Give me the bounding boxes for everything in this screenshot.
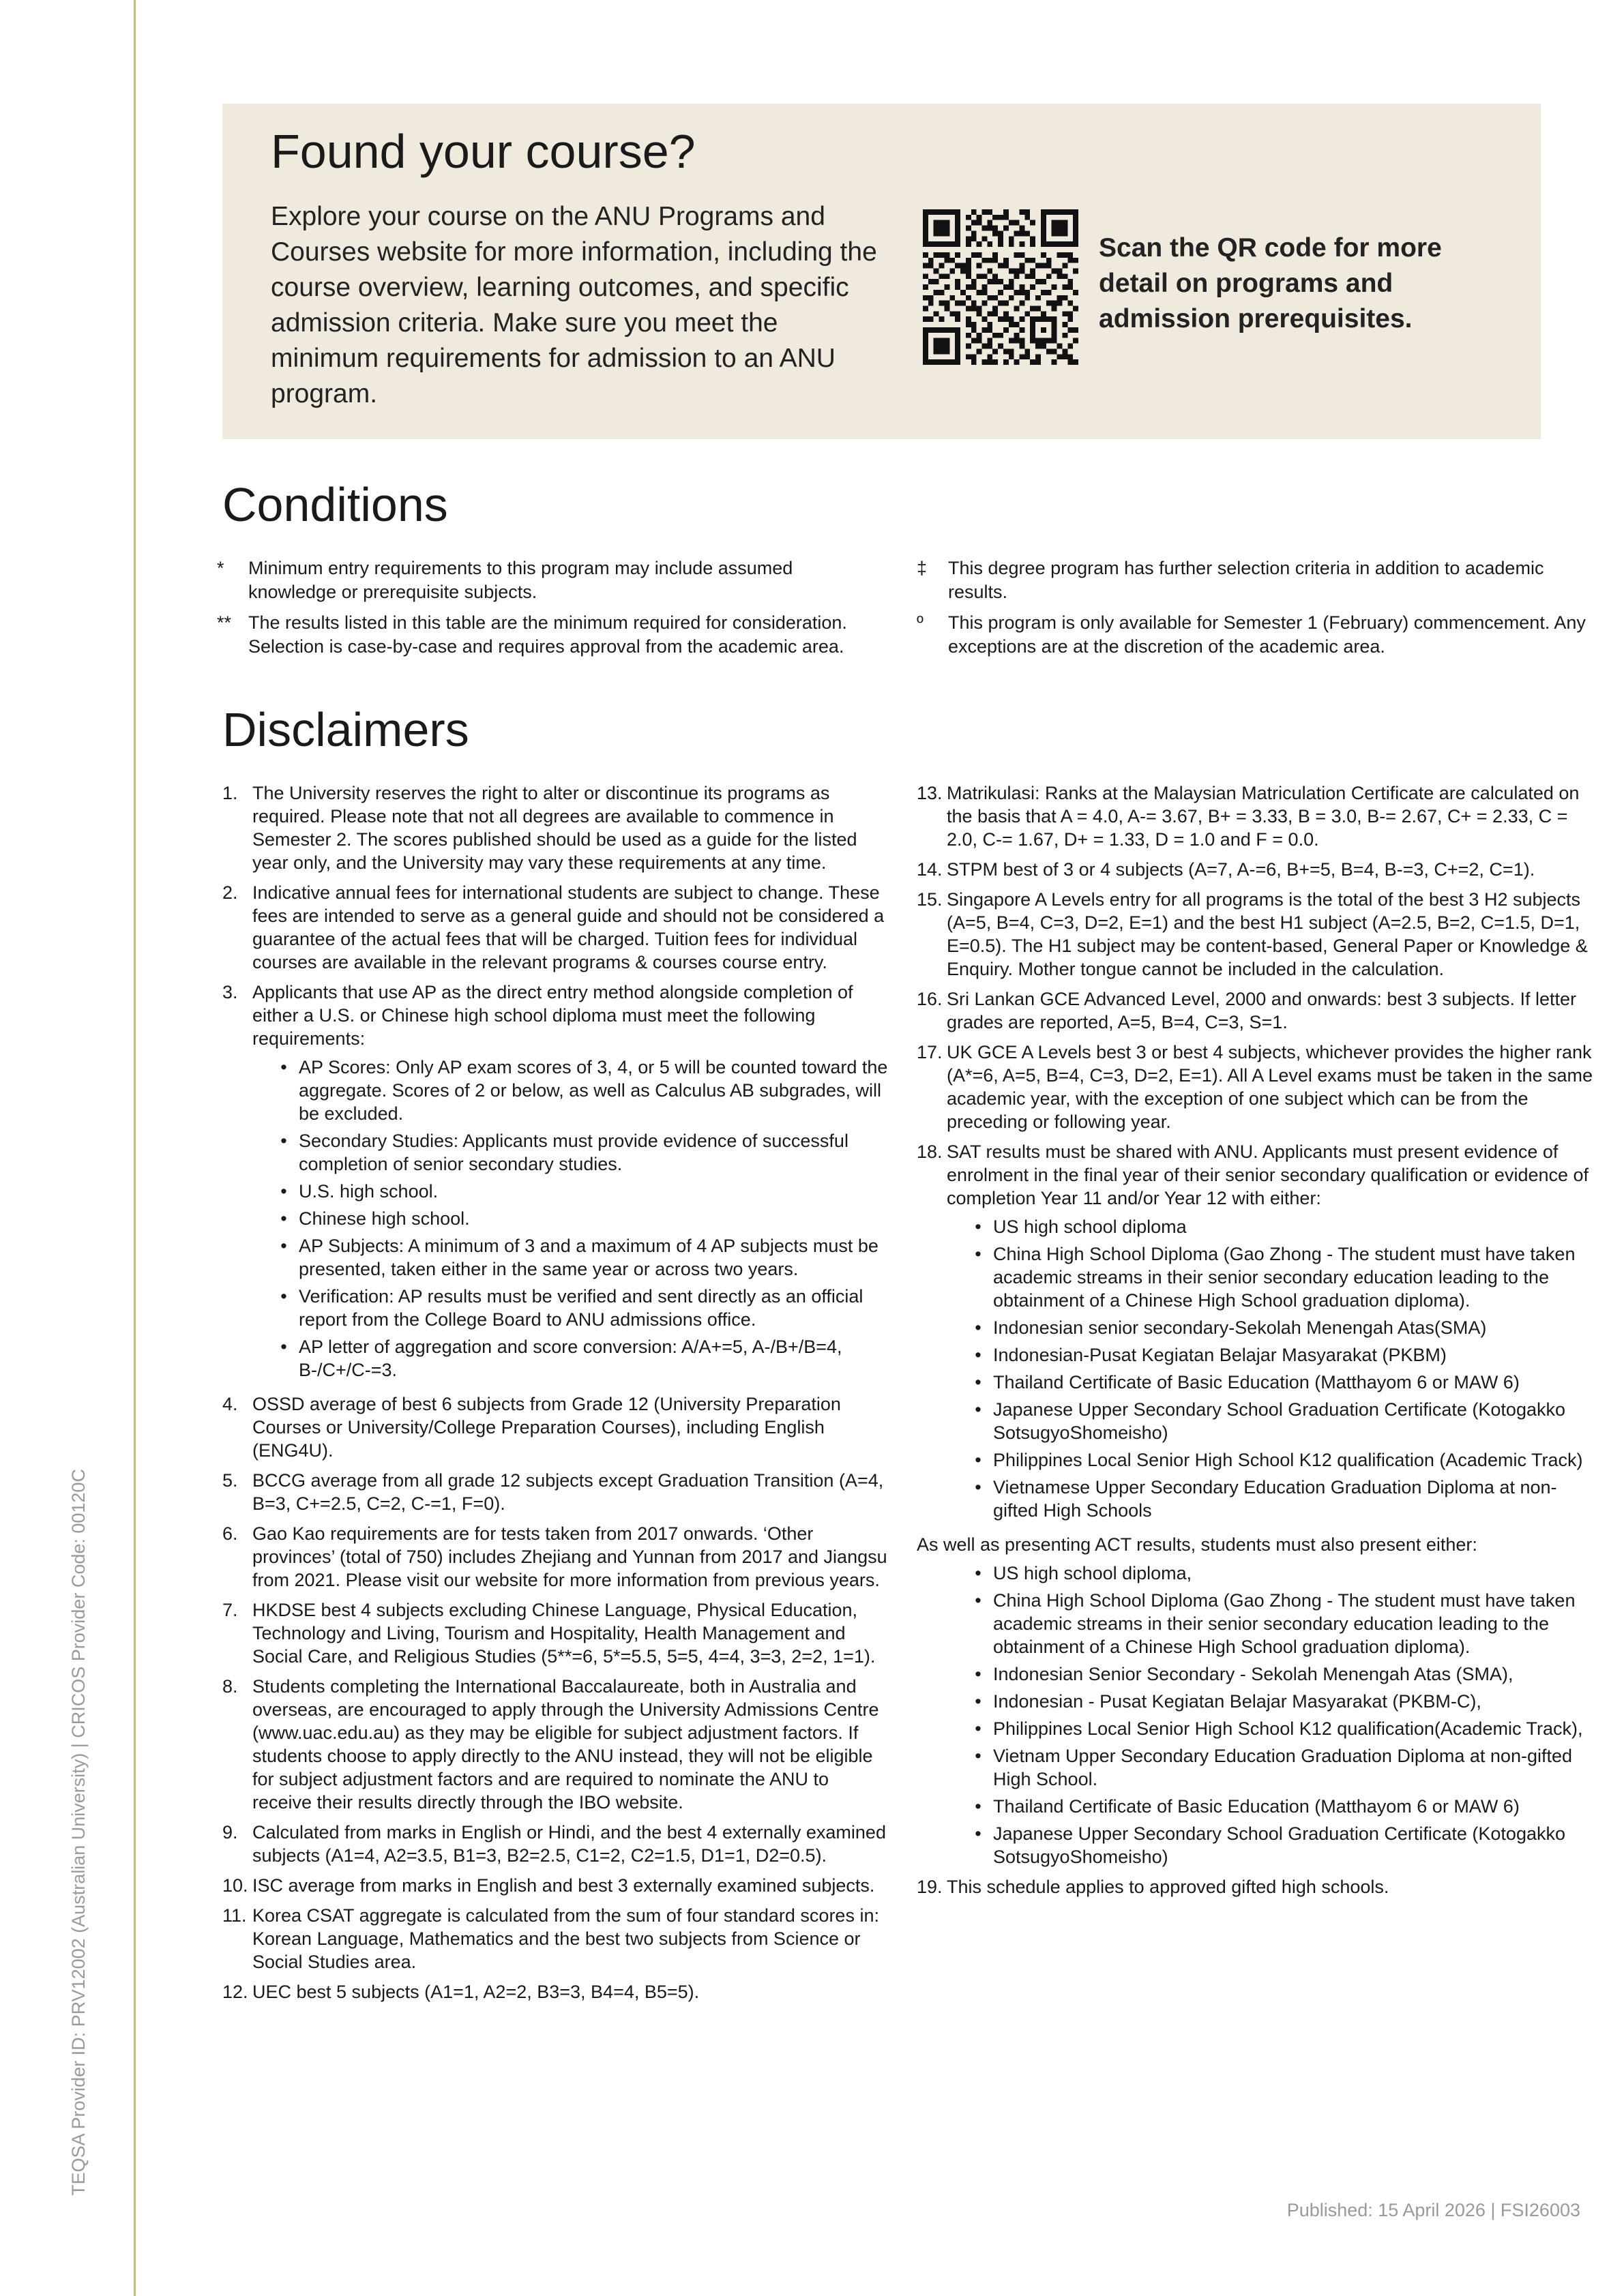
list-item: • Chinese high school.: [280, 1208, 470, 1229]
list-item: • Indonesian Senior Secondary - Sekolah Menengah Atas (SMA),: [975, 1664, 1514, 1684]
qr-code-icon[interactable]: [923, 209, 1078, 365]
ap-requirements-list: [269, 1056, 891, 1382]
condition-mark: **: [217, 612, 232, 633]
disclaimer-number: 3.: [222, 982, 238, 1002]
condition-note: [217, 611, 879, 659]
disclaimer-number: 16.: [917, 989, 943, 1009]
disclaimer-number: 5.: [222, 1470, 238, 1491]
list-item: • Indonesian - Pusat Kegiatan Belajar Masyarakat (PKBM-C),: [975, 1691, 1481, 1712]
condition-mark: *: [217, 558, 224, 578]
list-item: • AP Subjects: A minimum of 3 and a maximum of 4 AP subjects must be presented, taken either in the same year or across two years.: [280, 1236, 879, 1279]
disclaimer-text: Applicants that use AP as the direct entry method alongside completion of either a U.S. or Chinese high school diploma must meet the following requirements:: [252, 982, 853, 1049]
list-item: • Japanese Upper Secondary School Graduation Certificate (Kotogakko SotsugyoShomeisho): [975, 1823, 1565, 1867]
disclaimer-number: 7.: [222, 1600, 238, 1620]
disclaimer-item: [222, 781, 891, 874]
panel-title: Found your course?: [271, 125, 696, 178]
disclaimers-heading: Disclaimers: [222, 703, 469, 756]
conditions-right: [917, 556, 1592, 666]
list-item: • U.S. high school.: [280, 1181, 439, 1202]
disclaimer-number: 8.: [222, 1676, 238, 1697]
list-item: • AP letter of aggregation and score conversion: A/A+=5, A-/B+/B=4, B-/C+/C-=3.: [280, 1337, 842, 1380]
list-item: • China High School Diploma (Gao Zhong - The student must have taken academic streams in their senior secondary education leading to the obtainment of a Chinese High School graduation diploma).: [975, 1244, 1576, 1311]
qr-caption: Scan the QR code for more detail on programs and admission prerequisites.: [1099, 233, 1442, 333]
disclaimer-number: 11.: [222, 1905, 247, 1926]
act-intro: As well as presenting ACT results, students must also present either:: [917, 1534, 1477, 1555]
list-item: • Japanese Upper Secondary School Graduation Certificate (Kotogakko SotsugyoShomeisho): [975, 1399, 1565, 1443]
disclaimer-item: [917, 987, 1599, 1034]
condition-text: Minimum entry requirements to this program may include assumed knowledge or prerequisite subjects.: [248, 558, 793, 602]
condition-mark: ‡: [917, 558, 928, 578]
disclaimer-number: 17.: [917, 1042, 943, 1062]
disclaimer-text: Indicative annual fees for international students are subject to change. These fees are intended to serve as a general guide and should not be considered a guarantee of the actual fees that will be charged. Tuition fees for individual courses are available in the relevant programs & courses course entry.: [252, 882, 885, 972]
disclaimer-item: [222, 1980, 891, 2003]
side-rule: [134, 0, 136, 2296]
conditions-heading: Conditions: [222, 478, 448, 531]
disclaimer-item: [222, 981, 891, 1386]
list-item: • Philippines Local Senior High School K12 qualification(Academic Track),: [975, 1718, 1583, 1739]
disclaimer-item: [917, 858, 1599, 881]
disclaimer-text: Korea CSAT aggregate is calculated from the sum of four standard scores in: Korean Language, Mathematics and the best two subjects from Science or Social Studies area.: [252, 1905, 879, 1972]
disclaimer-number: 1.: [222, 783, 238, 803]
disclaimer-number: 13.: [917, 783, 943, 803]
disclaimer-text: ISC average from marks in English and best 3 externally examined subjects.: [252, 1875, 875, 1896]
disclaimer-item: [222, 1821, 891, 1867]
disclaimer-text: Singapore A Levels entry for all programs is the total of the best 3 H2 subjects (A=5, B=4, C=3, D=2, E=1) and the best H1 subject (A=2.5, B=2, C=1.5, D=1, E=0.5). The H1 subject may be content-based, General Paper or Knowledge & Enquiry. Mother tongue cannot be included in the calculation.: [947, 889, 1588, 979]
list-item: • China High School Diploma (Gao Zhong - The student must have taken academic streams in their senior secondary education leading to the obtainment of a Chinese High School graduation diploma).: [975, 1590, 1576, 1657]
list-item: • Philippines Local Senior High School K12 qualification (Academic Track): [975, 1450, 1583, 1470]
disclaimer-text: Students completing the International Baccalaureate, both in Australia and overseas, are encouraged to apply through the University Admissions Centre (www.uac.edu.au) as they may be eligible for subject adjustment factors. If students choose to apply directly to the ANU instead, they will not be eligible for subject adjustment factors and are required to nominate the ANU to receive their results directly through the IBO website.: [252, 1676, 879, 1813]
disclaimer-item: [917, 1875, 1599, 1898]
list-item: • Vietnam Upper Secondary Education Graduation Diploma at non-gifted High School.: [975, 1746, 1573, 1789]
provider-id-text: TEQSA Provider ID: PRV12002 (Australian University) | CRICOS Provider Code: 00120C: [68, 1469, 89, 2196]
disclaimer-item: [222, 1598, 891, 1668]
list-item: • US high school diploma,: [975, 1563, 1192, 1583]
list-item: • Verification: AP results must be verified and sent directly as an official report from the College Board to ANU admissions office.: [280, 1286, 863, 1330]
disclaimer-item: [917, 888, 1599, 981]
disclaimer-text: UK GCE A Levels best 3 or best 4 subjects, whichever provides the higher rank (A*=6, A=5, B=4, C=3, D=2, E=1). All A Level exams must be taken in the same academic year, with the exception of one subject which can be from the preceding or following year.: [947, 1042, 1593, 1132]
disclaimer-text: Sri Lankan GCE Advanced Level, 2000 and onwards: best 3 subjects. If letter grades are reported, A=5, B=4, C=3, S=1.: [947, 989, 1577, 1032]
disclaimer-number: 2.: [222, 882, 238, 903]
list-item: • Vietnamese Upper Secondary Education Graduation Diploma at non-gifted High Schools: [975, 1477, 1557, 1521]
disclaimer-number: 12.: [222, 1982, 248, 2002]
disclaimer-item: [222, 881, 891, 974]
disclaimer-text: Calculated from marks in English or Hindi, and the best 4 externally examined subjects (A1=4, A2=3.5, B1=3, B2=2.5, C1=2, C2=1.5, D1=1, D2=0.5).: [252, 1822, 886, 1866]
condition-note: [917, 611, 1592, 659]
disclaimer-text: BCCG average from all grade 12 subjects except Graduation Transition (A=4, B=3, C+=2.5, C=2, C-=1, F=0).: [252, 1470, 884, 1514]
disclaimer-number: 9.: [222, 1822, 238, 1843]
sat-qualification-list: [963, 1215, 1599, 1522]
condition-note: [217, 556, 879, 604]
panel-body: Explore your course on the ANU Programs and Courses website for more information, including the course overview, learning outcomes, and specific admission criteria. Make sure you meet the minimum requirements for admission to an ANU program.: [271, 202, 877, 408]
disclaimers-right-column: [917, 781, 1599, 1905]
disclaimer-text: STPM best of 3 or 4 subjects (A=7, A-=6, B+=5, B=4, B-=3, C+=2, C=1).: [947, 859, 1535, 880]
disclaimer-text: Gao Kao requirements are for tests taken from 2017 onwards. ‘Other provinces’ (total of 750) includes Zhejiang and Yunnan from 2017 and Jiangsu from 2021. Please visit our website for more information from previous years.: [252, 1523, 887, 1590]
condition-text: The results listed in this table are the minimum required for consideration. Selection is case-by-case and requires approval from the academic area.: [248, 612, 847, 657]
list-item: • AP Scores: Only AP exam scores of 3, 4, or 5 will be counted toward the aggregate. Scores of 2 or below, as well as Calculus AB subgrades, will be excluded.: [280, 1057, 888, 1124]
disclaimer-text: The University reserves the right to alter or discontinue its programs as required. Please note that not all degrees are available to commence in Semester 2. The scores published should be used as a guide for the listed year only, and the University may vary these requirements at any time.: [252, 783, 857, 873]
list-item: • Thailand Certificate of Basic Education (Matthayom 6 or MAW 6): [975, 1372, 1520, 1392]
list-item: • Indonesian-Pusat Kegiatan Belajar Masyarakat (PKBM): [975, 1345, 1447, 1365]
list-item: • Indonesian senior secondary-Sekolah Menengah Atas(SMA): [975, 1317, 1487, 1338]
disclaimer-number: 6.: [222, 1523, 238, 1544]
conditions-left: [217, 556, 879, 666]
disclaimer-text: UEC best 5 subjects (A1=1, A2=2, B3=3, B4=4, B5=5).: [252, 1982, 700, 2002]
found-your-course-panel: [222, 104, 1541, 439]
list-item: • Thailand Certificate of Basic Education (Matthayom 6 or MAW 6): [975, 1796, 1520, 1817]
act-qualification-list: [963, 1562, 1599, 1868]
condition-mark: º: [917, 612, 924, 633]
disclaimers-left-column: [222, 781, 891, 2010]
disclaimer-item: [222, 1675, 891, 1814]
disclaimer-item: [222, 1392, 891, 1462]
disclaimer-text: This schedule applies to approved gifted high schools.: [947, 1877, 1389, 1897]
disclaimer-text: OSSD average of best 6 subjects from Grade 12 (University Preparation Courses or University/College Preparation Courses), including English (ENG4U).: [252, 1394, 841, 1461]
published-footer: Published: 15 April 2026 | FSI26003: [1286, 2200, 1580, 2220]
disclaimer-number: 18.: [917, 1142, 943, 1162]
disclaimer-item: [222, 1904, 891, 1973]
disclaimer-item: [222, 1469, 891, 1515]
disclaimer-text: SAT results must be shared with ANU. Applicants must present evidence of enrolment in the final year of their senior secondary qualification or evidence of completion Year 11 and/or Year 12 with either:: [947, 1142, 1589, 1208]
disclaimer-number: 14.: [917, 859, 943, 880]
disclaimer-item: [917, 781, 1599, 851]
disclaimer-number: 4.: [222, 1394, 238, 1414]
disclaimer-number: 15.: [917, 889, 943, 910]
disclaimer-item: [222, 1874, 891, 1897]
disclaimer-item: [222, 1522, 891, 1592]
disclaimer-text: HKDSE best 4 subjects excluding Chinese Language, Physical Education, Technology and Living, Tourism and Hospitality, Health Management and Social Care, and Religious Studies (5**=6, 5*=5.5, 5=5, 4=4, 3=3, 2=2, 1=1).: [252, 1600, 876, 1667]
condition-note: [917, 556, 1592, 604]
condition-text: This program is only available for Semester 1 (February) commencement. Any exceptions are at the discretion of the academic area.: [948, 612, 1586, 657]
disclaimer-item: [917, 1140, 1599, 1526]
disclaimer-number: 19.: [917, 1877, 943, 1897]
disclaimer-number: 10.: [222, 1875, 248, 1896]
condition-text: This degree program has further selection criteria in addition to academic results.: [948, 558, 1544, 602]
disclaimer-text: Matrikulasi: Ranks at the Malaysian Matriculation Certificate are calculated on the basis that A = 4.0, A-= 3.67, B+ = 3.33, B = 3.0, B-= 2.67, C+ = 2.33, C = 2.0, C-= 1.67, D+ = 1.33, D = 1.0 and F = 0.0.: [947, 783, 1580, 850]
disclaimer-item: [917, 1041, 1599, 1133]
list-item: • Secondary Studies: Applicants must provide evidence of successful completion of senior secondary studies.: [280, 1131, 848, 1174]
list-item: • US high school diploma: [975, 1217, 1187, 1237]
